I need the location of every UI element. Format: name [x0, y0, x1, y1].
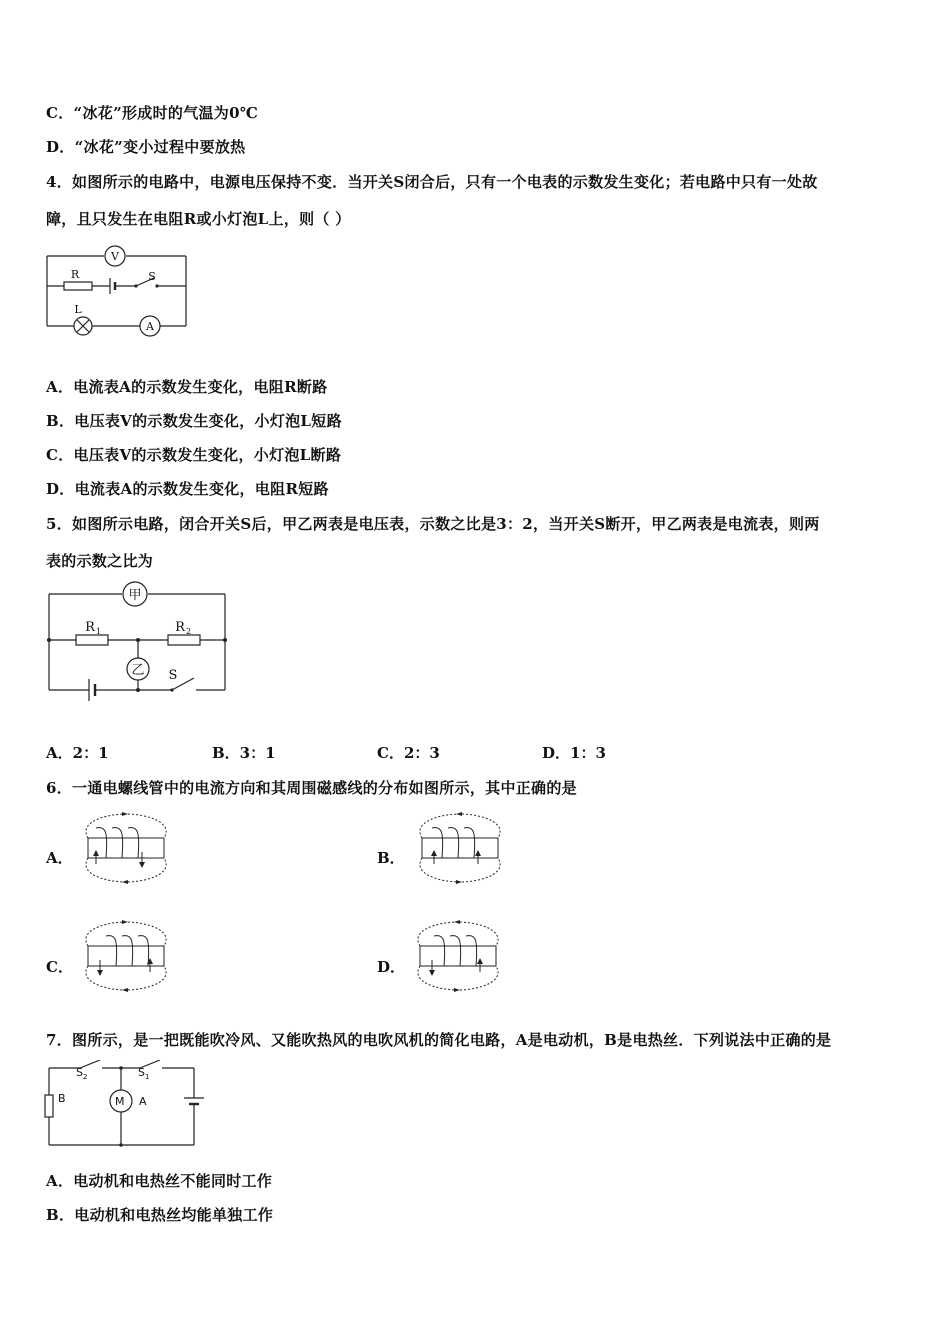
q4-option-c: C．电压表V的示数发生变化，小灯泡L断路 [46, 446, 342, 464]
q7-option-b: B．电动机和电热丝均能单独工作 [46, 1206, 274, 1224]
q6-solenoid-a [76, 812, 176, 884]
q4-option-a: A．电流表A的示数发生变化，电阻R断路 [46, 378, 328, 396]
q5-stem-line-2: 表的示数之比为 [46, 552, 154, 570]
r2-label: R [175, 620, 185, 635]
resistor-label: R [70, 268, 80, 281]
heater-b-label: B [58, 1092, 66, 1105]
ammeter-label: A [146, 320, 154, 333]
q6-option-b-label: B． [377, 849, 405, 867]
lamp-label: L [74, 303, 82, 316]
switch-label: S [148, 270, 156, 283]
q3-option-d: D．“冰花”变小过程中要放热 [46, 138, 246, 156]
q6-option-d-label: D． [377, 958, 406, 976]
q7-option-a: A．电动机和电热丝不能同时工作 [46, 1172, 273, 1190]
q4-circuit-diagram [44, 238, 194, 340]
q4-stem-line-2: 障，且只发生在电阻R或小灯泡L上，则（ ） [46, 210, 351, 228]
r1-label: R [85, 620, 95, 635]
motor-m-label: M [115, 1095, 125, 1108]
s1-label: S [138, 1066, 145, 1079]
s1-subscript: 1 [145, 1073, 150, 1081]
meter-jia-label: 甲 [128, 588, 142, 603]
s2-label: S [76, 1066, 83, 1079]
q6-option-a-label: A． [46, 849, 73, 867]
s2-subscript: 2 [83, 1073, 88, 1081]
q6-option-c-label: C． [46, 958, 73, 976]
motor-a-label: A [139, 1095, 147, 1108]
q4-option-b: B．电压表V的示数发生变化，小灯泡L短路 [46, 412, 342, 430]
r1-subscript: 1 [96, 627, 102, 636]
q7-stem: 7．图所示，是一把既能吹冷风、又能吹热风的电吹风机的简化电路，A是电动机，B是电热丝．下列说法中正确的是 [46, 1031, 832, 1049]
switch-s-label: S [168, 668, 178, 683]
q6-stem: 6．一通电螺线管中的电流方向和其周围磁感线的分布如图所示，其中正确的是 [46, 779, 577, 797]
q7-circuit-diagram [44, 1060, 204, 1150]
q6-solenoid-c [76, 920, 176, 992]
q6-solenoid-b [410, 812, 510, 884]
meter-yi-label: 乙 [131, 663, 145, 678]
q5-option-d: D．1：3 [542, 744, 606, 762]
voltmeter-label: V [111, 250, 119, 263]
q5-option-b: B．3：1 [212, 744, 276, 762]
q5-option-c: C．2：3 [377, 744, 440, 762]
q5-option-a: A．2：1 [46, 744, 109, 762]
q4-stem-line-1: 4．如图所示的电路中，电源电压保持不变．当开关S闭合后，只有一个电表的示数发生变化；若电路中只有一处故 [46, 173, 818, 191]
q4-option-d: D．电流表A的示数发生变化，电阻R短路 [46, 480, 329, 498]
q5-circuit-diagram [44, 578, 234, 710]
r2-subscript: 2 [186, 627, 192, 636]
q6-solenoid-d [408, 920, 508, 992]
q3-option-c: C．“冰花”形成时的气温为0℃ [46, 104, 259, 122]
q5-stem-line-1: 5．如图所示电路，闭合开关S后，甲乙两表是电压表，示数之比是3：2，当开关S断开，甲乙两表是电流表，则两 [46, 515, 820, 533]
